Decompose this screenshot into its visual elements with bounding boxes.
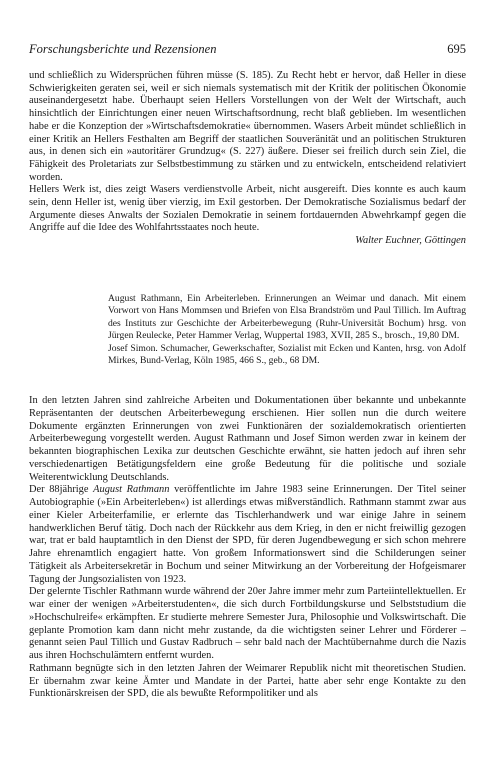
body-text: veröffentlichte im Jahre 1983 seine Erinnerungen. Der Titel seiner Autobiographie (»Ein Arbeiterleben«) ist allerdings etwas mißverständlich. Rathmann stammt zwar aus einer Kieler Arbeiterfamilie, er erlernte das Tischlerhandwerk und war einige Jahre in seinem handwerklichen Beruf tätig. Doch nach der Rückkehr aus dem Krieg, in den er nicht freiwillig gezogen war, trat er bald hauptamtlich in den Dienst der SPD, für deren Jugendbewegung er sich schon mehrere Jahre ehrenamtlich engagiert hatte. Von großem Informationswert sind die Schilderungen seiner Tätigkeit als Arbeitersekretär in Bochum und seiner Mitwirkung an der Vorbereitung der Hofgeismarer Tagung der Jungsozialisten von 1923. xyxy=(29,484,466,585)
book-citations xyxy=(108,293,466,367)
review-body xyxy=(29,395,466,701)
book-citation: August Rathmann, Ein Arbeiterleben. Erinnerungen an Weimar und danach. Mit einem Vorwort von Hans Mommsen und Briefen von Elsa Brandström und Paul Tillich. Im Auftrag des Instituts zur Geschichte der Arbeiterbewegung (Ruhr-Universität Bochum) hrsg. von Jürgen Reulecke, Peter Hammer Verlag, Wuppertal 1983, XVII, 285 S., brosch., 19,80 DM. xyxy=(108,293,466,342)
body-paragraph xyxy=(29,484,466,586)
body-paragraph: Rathmann begnügte sich in den letzten Jahren der Weimarer Republik nicht mit theoretischen Studien. Er übernahm zwar keine Ämter und Mandate in der Partei, hatte aber sehr enge Kontakte zu den Funktionärskreisen der SPD, die als bewußte Reformpolitiker und als xyxy=(29,662,466,700)
person-name: August Rathmann xyxy=(93,484,170,496)
review-signature: Walter Euchner, Göttingen xyxy=(355,235,466,247)
review-paragraph: und schließlich zu Widersprüchen führen müsse (S. 185). Zu Recht hebt er hervor, daß Heller in diese Schwierigkeiten geraten sei, weil er sich niemals systematisch mit der Kritik der politischen Ökonomie auseinandergesetzt habe. Überhaupt seien Hellers Vorstellungen von der Welt der Wirtschaft, auch hinsichtlich der Einrichtungen einer neuen Wirtschaftsordnung, recht blaß geblieben. Im wesentlichen habe er die Konzeption der »Wirtschaftsdemokratie« übernommen. Wasers Arbeit mündet schließlich in einer Kritik an Hellers Festhalten am Begriff der staatlichen Souveränität und an politischen Strukturen aus, in denen sich ein »autoritärer Grundzug« (S. 227) äußere. Dieser sei freilich durch sein Ziel, die Fähigkeit des Proletariats zur Selbstbestimmung zu stärken und zu entwickeln, entscheidend relativiert worden. xyxy=(29,70,466,183)
previous-review-section xyxy=(29,70,466,248)
running-title: Forschungsberichte und Rezensionen xyxy=(29,42,217,56)
body-paragraph: In den letzten Jahren sind zahlreiche Arbeiten und Dokumentationen über bekannte und unbekannte Repräsentanten der deutschen Arbeiterbewegung erschienen. Hier sollen nun die durch weitere Dokumente ergänzten Erinnerungen von zwei Funktionären der sozialdemokratisch orientierten Arbeiterbewegung vorgestellt werden. August Rathmann und Josef Simon werden zwar in keinem der bekannten biographischen Lexika zur deutschen Geschichte erwähnt, sie hatten jedoch auf ihren sehr verschiedenartigen Betätigungsfeldern eine große Bedeutung für die politische und soziale Weiterentwicklung Deutschlands. xyxy=(29,395,466,483)
page-header xyxy=(29,42,466,57)
body-text: Der 88jährige xyxy=(29,484,94,496)
book-citation: Josef Simon. Schumacher, Gewerkschafter, Sozialist mit Ecken und Kanten, hrsg. von Adolf Mirkes, Bund-Verlag, Köln 1985, 466 S., geb., 68 DM. xyxy=(108,342,466,367)
review-paragraph: Hellers Werk ist, dies zeigt Wasers verdienstvolle Arbeit, nicht ausgereift. Dies konnte es auch kaum sein, denn Heller ist, wenig über vierzig, im Exil gestorben. Der Demokratische Sozialismus bedarf der Argumente dieses Anwalts der Sozialen Demokratie in seinem fortdauernden Abwehrkampf gegen die Angriffe auf die Idee des Wohlfahrtsstaates noch heute. xyxy=(29,184,466,234)
page-number: 695 xyxy=(447,42,466,56)
body-paragraph: Der gelernte Tischler Rathmann wurde während der 20er Jahre immer mehr zum Parteiintellektuellen. Er war einer der wenigen »Arbeiterstudenten«, die sich durch Fortbildungskurse und Selbststudium die »Hochschulreife« erkämpften. Er studierte mehrere Semester Jura, Philosophie und Volkswirtschaft. Die geplante Promotion kam dann nicht mehr zustande, da die wichtigsten seiner Lehrer und Förderer – genannt seien Paul Tillich und Gustav Radbruch – sehr bald nach der Machtübernahme durch die Nazis aus ihren Hochschulämtern entfernt wurden. xyxy=(29,586,466,661)
